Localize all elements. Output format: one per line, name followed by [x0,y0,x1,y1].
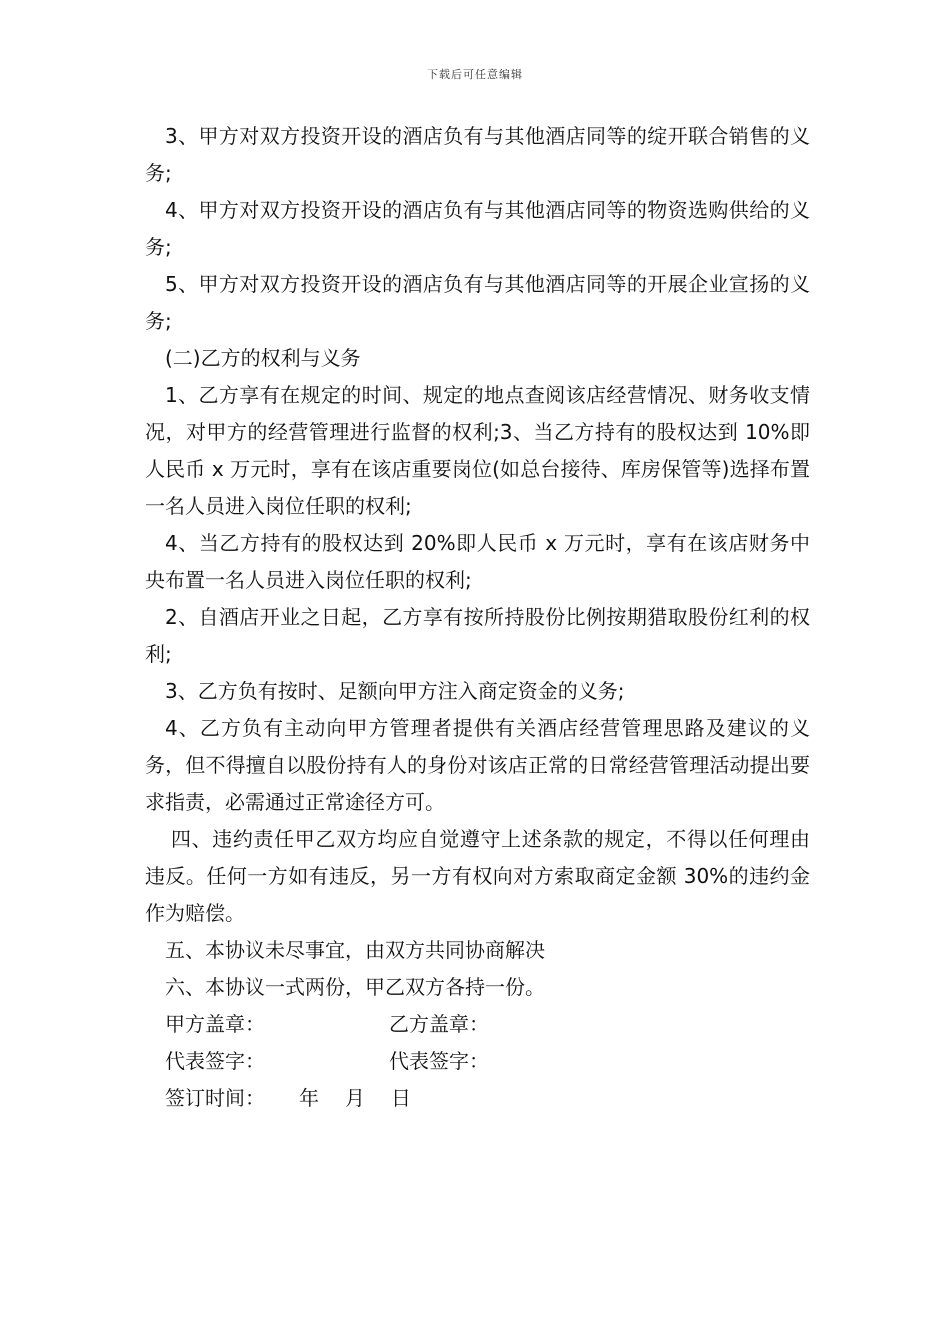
party-a-rep-label: 代表签字： [165,1049,265,1073]
page-header-note: 下载后可任意编辑 [427,68,523,81]
paragraph-5: 1、乙方享有在规定的时间、规定的地点查阅该店经营情况、财务收支情况，对甲方的经营管理进行监督的权利;3、当乙方持有的股权达到 10%即人民币 x 万元时，享有在该店重要岗位(如总台接待、库房保管等)选择布置一名人员进入岗位任职的权利; [145,383,810,518]
month-label: 月 [345,1086,365,1110]
paragraph-breach-liability: 四、违约责任甲乙双方均应自觉遵守上述条款的规定，不得以任何理由违反。任何一方如有违反，另一方有权向对方索取商定金额 30%的违约金作为赔偿。 [145,827,810,925]
paragraph-3: 5、甲方对双方投资开设的酒店负有与其他酒店同等的开展企业宣扬的义务; [145,272,810,333]
seal-row [145,1006,810,1043]
section-heading-party-b: (二)乙方的权利与义务 [165,346,361,370]
year-label: 年 [299,1086,319,1110]
paragraph-6: 4、当乙方持有的股权达到 20%即人民币 x 万元时，享有在该店财务中央布置一名人员进入岗位任职的权利; [145,531,810,592]
paragraph-7: 2、自酒店开业之日起，乙方享有按所持股份比例按期猎取股份红利的权利; [145,605,810,666]
party-b-seal-label: 乙方盖章： [389,1012,489,1036]
day-label: 日 [391,1086,411,1110]
party-b-rep-label: 代表签字： [389,1049,489,1073]
sign-date-row [145,1080,810,1117]
paragraph-2: 4、甲方对双方投资开设的酒店负有与其他酒店同等的物资选购供给的义务; [145,198,810,259]
sign-date-label: 签订时间： [165,1086,265,1110]
paragraph-8: 3、乙方负有按时、足额向甲方注入商定资金的义务; [165,679,625,703]
paragraph-1: 3、甲方对双方投资开设的酒店负有与其他酒店同等的绽开联合销售的义务; [145,124,810,185]
paragraph-9: 4、乙方负有主动向甲方管理者提供有关酒店经营管理思路及建议的义务，但不得擅自以股份持有人的身份对该店正常的日常经营管理活动提出要求指责，必需通过正常途径方可。 [145,716,810,814]
paragraph-copies: 六、本协议一式两份，甲乙双方各持一份。 [165,975,545,999]
paragraph-unresolved-matters: 五、本协议未尽事宜，由双方共同协商解决 [165,938,545,962]
party-a-seal-label: 甲方盖章： [165,1012,265,1036]
representative-row [145,1043,810,1080]
document-body [145,118,810,1117]
